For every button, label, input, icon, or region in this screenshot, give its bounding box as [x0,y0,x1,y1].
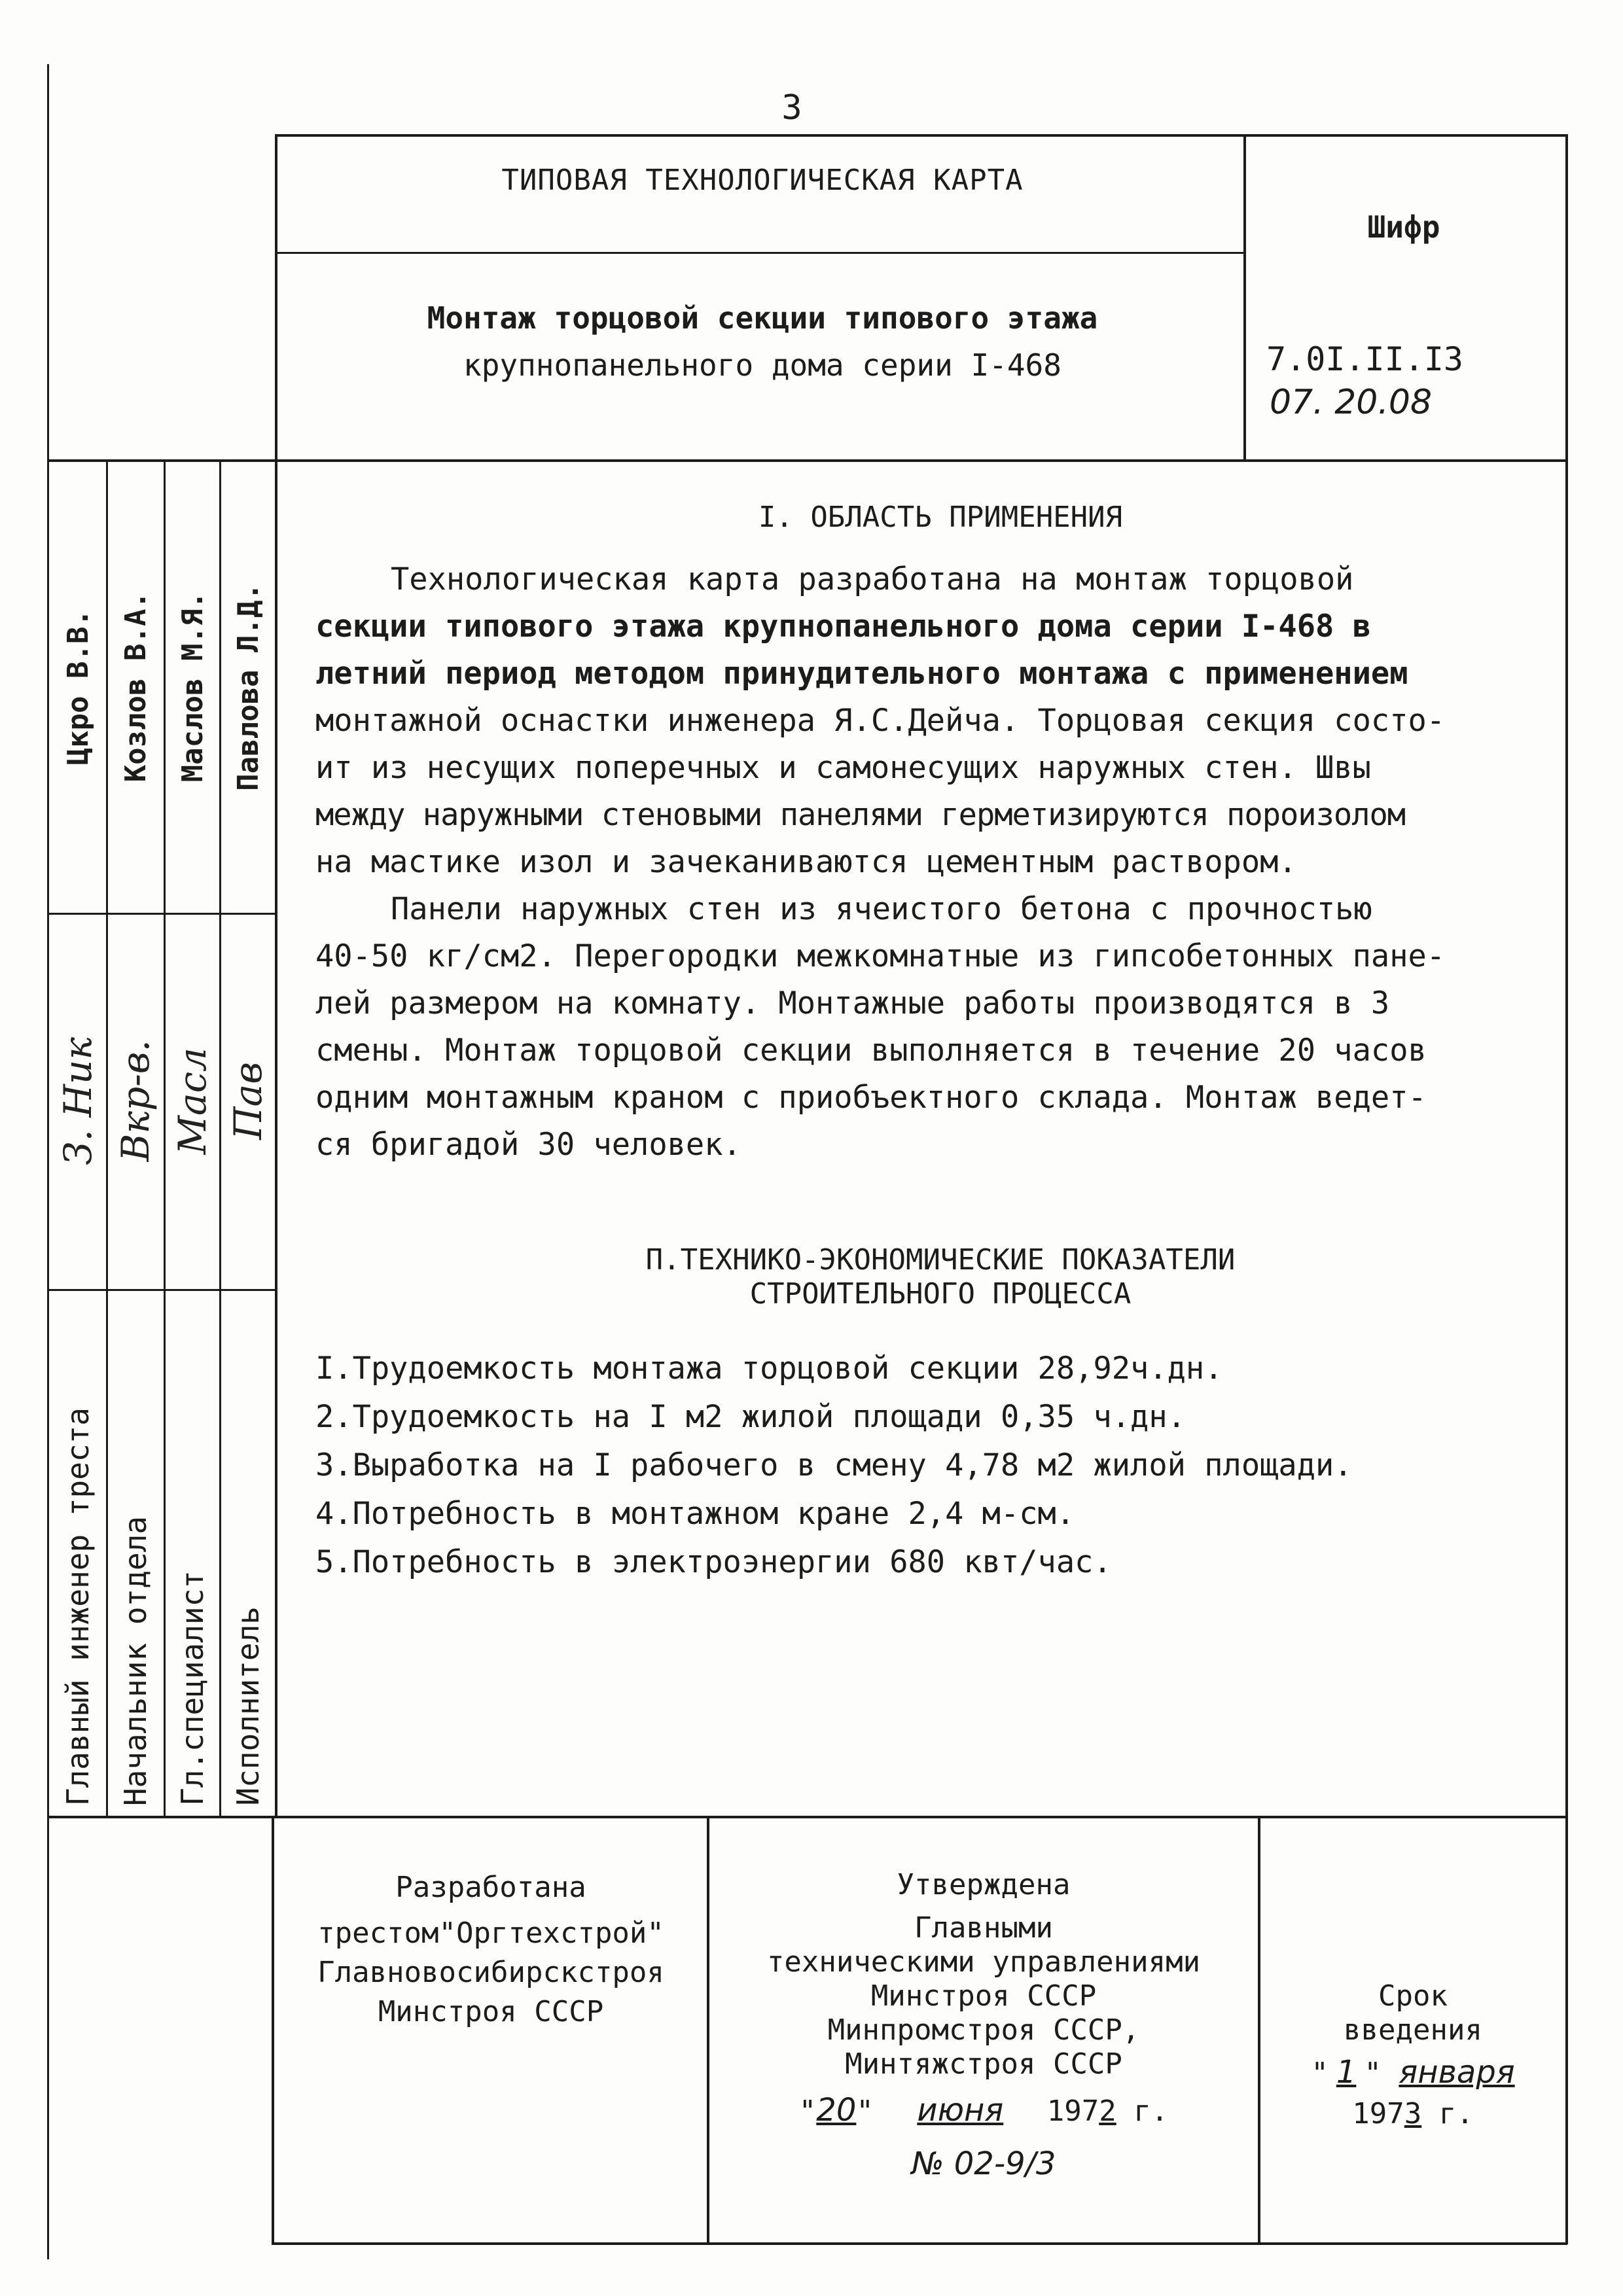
code-handwritten: 07. 20.08 [1270,383,1433,422]
footer-bottom-border [272,2242,1567,2245]
list-item: 5.Потребность в электроэнергии 680 квт/час. [315,1544,1112,1580]
footer-left-border [272,1816,274,2244]
section-2-list [315,1345,1565,1587]
header-top-border [275,134,1567,137]
sidebar-role-1: Главный инженер треста [60,1407,96,1806]
list-item: 2.Трудоемкость на I м2 жилой площади 0,35 ч.дн. [315,1399,1186,1435]
sidebar-row-line-1 [49,913,276,915]
text-line: лей размером на комнату. Монтажные работы производятся в 3 [315,985,1390,1021]
document-title: ТИПОВАЯ ТЕХНОЛОГИЧЕСКАЯ КАРТА [501,164,1024,197]
page-number: 3 [781,88,802,128]
text-line: 40-50 кг/см2. Перегородки межкомнатные из гипсобетонных пане- [315,938,1446,974]
text-line: монтажной оснастки инженера Я.С.Дейча. Торцовая секция состо- [315,703,1446,739]
sidebar-row-line-2 [49,1289,276,1291]
sidebar-role-2: Начальник отдела [118,1515,153,1806]
text-line: Технологическая карта разработана на монтаж торцовой [391,561,1354,597]
list-item: 3.Выработка на I рабочего в смену 4,78 м2 жилой площади. [315,1447,1353,1483]
text-line: ит из несущих поперечных и самонесущих наружных стен. Швы [315,750,1371,786]
footer-developed [275,1868,707,2032]
text-line: ся бригадой 30 человек. [315,1127,741,1163]
header-left-border [275,134,277,461]
footer-approved [709,1868,1258,2181]
section-2-title [315,1243,1565,1311]
sidebar-name-2: Козлов В.А. [118,592,152,783]
section-2-title-line-2: СТРОИТЕЛЬНОГО ПРОЦЕССА [749,1277,1132,1311]
signature-3: Масл [170,1047,215,1155]
approved-label: Утверждена [897,1868,1071,1901]
approved-line: Минпромстроя СССР, [827,2013,1140,2047]
list-item: I.Трудоемкость монтажа торцовой секции 28,92ч.дн. [315,1351,1223,1386]
sidebar-name-3: Маслов М.Я. [175,592,209,783]
list-item: 4.Потребность в монтажном кране 2,4 м-см. [315,1496,1075,1532]
sidebar-name-4: Павлова Л.Д. [231,583,265,791]
signature-2: Вкр-в. [113,1040,158,1162]
developed-label: Разработана [395,1871,586,1904]
approved-line: Минтяжстроя СССР [845,2047,1122,2081]
left-margin-line [47,64,49,2259]
approved-line: техническими управлениями [766,1945,1201,1979]
document-subtitle [278,294,1247,389]
text-line: между наружными стеновыми панелями герметизируются пороизолом [315,797,1406,833]
section-1-body [315,556,1565,1169]
sidebar-name-1: Цкро В.В. [61,609,95,766]
term-label-line: введения [1344,2013,1482,2047]
section-2-title-line-1: П.ТЕХНИКО-ЭКОНОМИЧЕСКИЕ ПОКАЗАТЕЛИ [645,1243,1236,1277]
text-line: Панели наружных стен из ячеистого бетона с прочностью [391,891,1372,927]
text-line: смены. Монтаж торцовой секции выполняется в течение 20 часов [315,1033,1427,1069]
developed-line: Главновосибирскстроя [317,1956,664,1989]
text-line: секции типового этажа крупнопанельного дома серии I-468 в [315,609,1371,645]
signature-1: З. Ник [56,1036,100,1165]
header-divider-horizontal [275,252,1243,254]
text-line: на мастике изол и зачеканиваются цементным раствором. [315,844,1297,880]
developed-line: трестом"Оргтехстрой" [317,1916,664,1950]
subtitle-line-1: Монтаж торцовой секции типового этажа [427,300,1098,336]
footer-term [1260,1979,1565,2131]
text-line: летний период методом принудительного монтажа с применением [315,656,1408,692]
code-label: Шифр [1367,209,1440,245]
approved-date: "20" июня 1972 г. [798,2092,1169,2128]
term-label-line: Срок [1378,1979,1448,2013]
developed-line: Минстроя СССР [378,1995,604,2028]
signature-4: Пав [226,1062,270,1140]
term-date-day-month: " 1 " января [1311,2054,1515,2091]
sidebar-role-3: Гл.специалист [175,1570,210,1806]
approved-number: № 02-9/3 [911,2146,1056,2182]
term-date-year: 1973 г. [1352,2097,1474,2130]
approved-line: Минстроя СССР [870,1979,1097,2013]
right-border [1565,134,1568,2244]
sidebar-role-4: Исполнитель [230,1606,266,1806]
subtitle-line-2: крупнопанельного дома серии I-468 [463,347,1061,383]
section-1-title: I. ОБЛАСТЬ ПРИМЕНЕНИЯ [758,501,1123,534]
text-line: одним монтажным краном с приобъектного склада. Монтаж ведет- [315,1080,1427,1116]
approved-line: Главными [914,1911,1053,1945]
code-printed: 7.0I.II.I3 [1266,340,1464,378]
